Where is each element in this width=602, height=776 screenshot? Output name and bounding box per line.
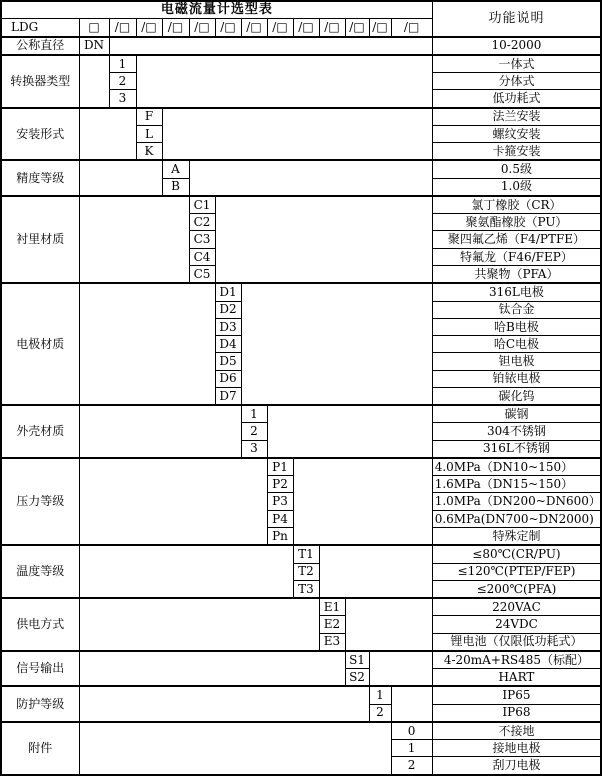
section-row	[1, 160, 601, 178]
section-row	[1, 686, 601, 704]
section-row	[1, 651, 601, 669]
spacer-cell	[79, 458, 267, 545]
desc-cell: 哈C电极	[432, 336, 601, 353]
model-slot-cell: /□	[189, 19, 215, 37]
code-cell: D6	[215, 370, 241, 387]
code-cell: 3	[109, 90, 136, 108]
desc-cell: 聚四氟乙烯（F4/PTFE）	[432, 231, 601, 248]
section-label: 附件	[1, 722, 79, 775]
code-cell: 1	[369, 686, 391, 704]
spacer-cell	[79, 55, 109, 108]
spacer-cell	[79, 108, 136, 161]
desc-cell: 4.0MPa（DN10~150）	[432, 458, 601, 476]
code-cell: 2	[109, 73, 136, 90]
spacer-cell	[79, 283, 215, 405]
section-row	[1, 283, 601, 301]
spacer-cell	[79, 722, 391, 775]
desc-cell: 特殊定制	[432, 527, 601, 545]
desc-cell: 220VAC	[432, 598, 601, 616]
desc-cell: 1.0MPa（DN200~DN600）	[432, 493, 601, 510]
spacer-cell	[293, 458, 432, 545]
desc-cell: 哈B电极	[432, 318, 601, 335]
model-slot-cell: /□	[391, 19, 432, 37]
desc-cell: 24VDC	[432, 616, 601, 633]
section-row	[1, 598, 601, 616]
desc-cell: 特氟龙（F46/FEP）	[432, 248, 601, 265]
desc-cell: HART	[432, 669, 601, 687]
section-label: 防护等级	[1, 686, 79, 722]
spacer-cell	[79, 196, 189, 283]
desc-cell: IP65	[432, 686, 601, 704]
model-slot-cell: /□	[136, 19, 162, 37]
section-label: 压力等级	[1, 458, 79, 545]
code-cell: 3	[241, 440, 267, 458]
spacer-cell	[79, 545, 293, 598]
section-label: 电极材质	[1, 283, 79, 405]
desc-cell: 一体式	[432, 55, 601, 73]
spacer-cell	[319, 545, 432, 598]
code-cell: B	[162, 178, 189, 196]
desc-cell: 聚氨酯橡胶（PU）	[432, 214, 601, 231]
model-slot-cell: /□	[162, 19, 189, 37]
spacer-cell	[162, 108, 432, 161]
spacer-cell	[369, 651, 432, 687]
desc-cell: 不接地	[432, 722, 601, 740]
code-cell: D3	[215, 318, 241, 335]
title-row	[1, 1, 601, 19]
code-cell: C2	[189, 214, 215, 231]
desc-cell: 4-20mA+RS485（标配）	[432, 651, 601, 669]
code-cell: P3	[267, 493, 293, 510]
section-row	[1, 545, 601, 563]
code-cell: K	[136, 143, 162, 161]
desc-column-header: 功能说明	[432, 1, 601, 37]
desc-cell: 0.5级	[432, 160, 601, 178]
desc-cell: 碳钢	[432, 405, 601, 423]
desc-cell: 10-2000	[432, 37, 601, 55]
code-cell: 1	[109, 55, 136, 73]
desc-cell: 钛合金	[432, 301, 601, 318]
model-slot-cell: /□	[369, 19, 391, 37]
table-title: 电磁流量计选型表	[1, 1, 432, 19]
spacer-cell	[79, 598, 319, 651]
section-label: 衬里材质	[1, 196, 79, 283]
spacer-cell	[345, 598, 432, 651]
section-label: 外壳材质	[1, 405, 79, 458]
code-cell: D2	[215, 301, 241, 318]
section-label: 信号输出	[1, 651, 79, 687]
spacer-cell	[109, 37, 432, 55]
model-slot-cell: /□	[215, 19, 241, 37]
code-cell: A	[162, 160, 189, 178]
code-cell: P4	[267, 510, 293, 527]
section-row	[1, 722, 601, 740]
desc-cell: 铂铱电极	[432, 370, 601, 387]
code-cell: S1	[345, 651, 369, 669]
model-box-cell: □	[79, 19, 109, 37]
section-label: 安装形式	[1, 108, 79, 161]
code-cell: T2	[293, 563, 319, 580]
section-row	[1, 458, 601, 476]
model-slot-cell: /□	[267, 19, 293, 37]
model-slot-cell: /□	[109, 19, 136, 37]
code-cell: C3	[189, 231, 215, 248]
spacer-cell	[79, 686, 369, 722]
code-cell: F	[136, 108, 162, 126]
spacer-cell	[267, 405, 432, 458]
model-slot-cell: /□	[241, 19, 267, 37]
code-cell: T1	[293, 545, 319, 563]
section-label: 供电方式	[1, 598, 79, 651]
code-cell: P1	[267, 458, 293, 476]
code-cell: DN	[79, 37, 109, 55]
desc-cell: 卡箍安装	[432, 143, 601, 161]
section-row	[1, 55, 601, 73]
spacer-cell	[79, 651, 345, 687]
desc-cell: 1.6MPa（DN15~150）	[432, 476, 601, 493]
section-row	[1, 196, 601, 214]
desc-cell: 0.6MPa(DN700~DN2000)	[432, 510, 601, 527]
desc-cell: 316L不锈钢	[432, 440, 601, 458]
model-slot-cell: /□	[293, 19, 319, 37]
desc-cell: 共聚物（PFA）	[432, 265, 601, 283]
model-slot-cell: /□	[345, 19, 369, 37]
spacer-cell	[79, 160, 162, 196]
code-cell: 2	[241, 423, 267, 440]
code-cell: Pn	[267, 527, 293, 545]
desc-cell: IP68	[432, 704, 601, 722]
code-cell: C4	[189, 248, 215, 265]
spacer-cell	[391, 686, 432, 722]
code-cell: S2	[345, 669, 369, 687]
code-cell: 0	[391, 722, 432, 740]
desc-cell: ≤80℃(CR/PU)	[432, 545, 601, 563]
desc-cell: 螺纹安装	[432, 125, 601, 142]
spacer-cell	[79, 405, 241, 458]
code-cell: D5	[215, 353, 241, 370]
desc-cell: 304不锈钢	[432, 423, 601, 440]
desc-cell: 316L电极	[432, 283, 601, 301]
spacer-cell	[215, 196, 432, 283]
code-cell: E3	[319, 633, 345, 651]
spacer-cell	[189, 160, 432, 196]
desc-cell: ≤200℃(PFA)	[432, 580, 601, 598]
section-label: 公称直径	[1, 37, 79, 55]
code-cell: T3	[293, 580, 319, 598]
desc-cell: 接地电极	[432, 740, 601, 757]
code-cell: C5	[189, 265, 215, 283]
spacer-cell	[241, 283, 432, 405]
code-cell: L	[136, 125, 162, 142]
desc-cell: 氯丁橡胶（CR）	[432, 196, 601, 214]
code-cell: E1	[319, 598, 345, 616]
desc-cell: 刮刀电极	[432, 757, 601, 775]
spacer-cell	[136, 55, 432, 108]
code-cell: 2	[391, 757, 432, 775]
code-cell: 2	[369, 704, 391, 722]
desc-cell: 法兰安装	[432, 108, 601, 126]
code-cell: C1	[189, 196, 215, 214]
code-cell: 1	[241, 405, 267, 423]
desc-cell: 碳化钨	[432, 387, 601, 405]
desc-cell: 锂电池（仅限低功耗式）	[432, 633, 601, 651]
desc-cell: 分体式	[432, 73, 601, 90]
section-label: 精度等级	[1, 160, 79, 196]
section-label: 温度等级	[1, 545, 79, 598]
section-label: 转换器类型	[1, 55, 79, 108]
section-row	[1, 37, 601, 55]
section-row	[1, 405, 601, 423]
code-cell: D4	[215, 336, 241, 353]
section-row	[1, 108, 601, 126]
desc-cell: 钽电极	[432, 353, 601, 370]
model-prefix: LDG	[1, 19, 79, 37]
code-cell: E2	[319, 616, 345, 633]
desc-cell: 低功耗式	[432, 90, 601, 108]
desc-cell: 1.0级	[432, 178, 601, 196]
model-slot-cell: /□	[319, 19, 345, 37]
code-cell: 1	[391, 740, 432, 757]
desc-cell: ≤120℃(PTEP/FEP)	[432, 563, 601, 580]
code-cell: D7	[215, 387, 241, 405]
code-cell: P2	[267, 476, 293, 493]
code-cell: D1	[215, 283, 241, 301]
